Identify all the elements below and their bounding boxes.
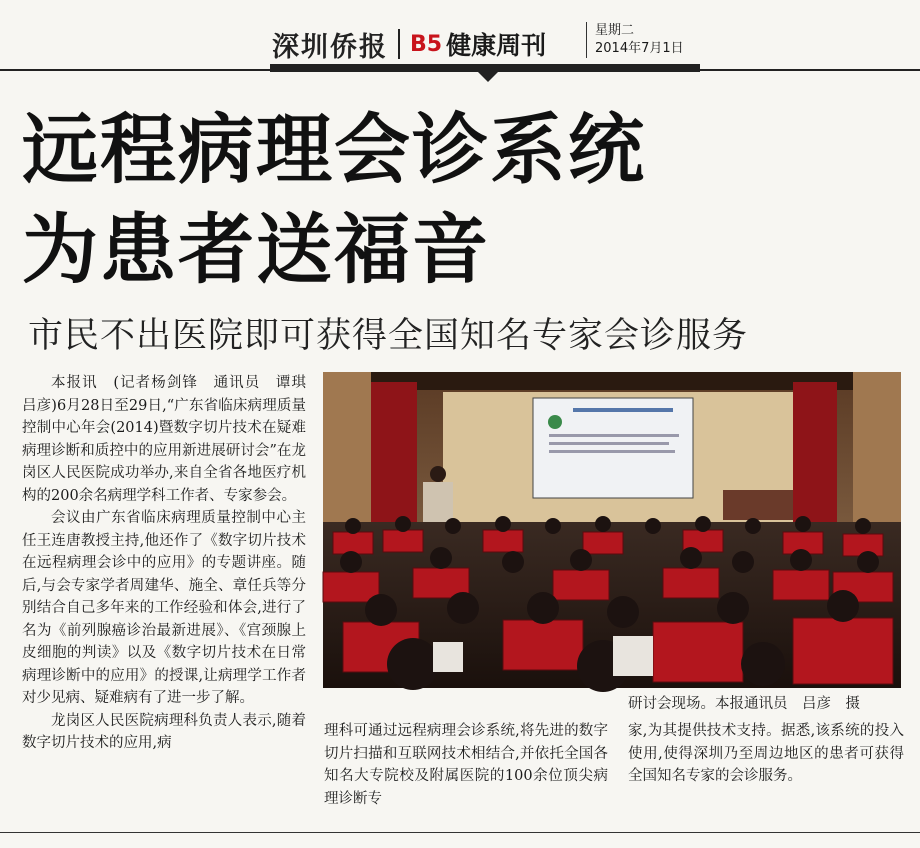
article-paragraph-5: 家,为其提供技术支持。据悉,该系统的投入使用,使得深圳乃至周边地区的患者可获得全国知名专家的会诊服务。 [628,723,904,784]
article-column-right [628,720,904,788]
section-name: 健康周刊 [446,31,547,60]
article-paragraph-1: 本报讯 (记者杨剑锋 通讯员 谭琪 吕彦)6月28日至29日,“广东省临床病理质量控制中心年会(2014)暨数字切片技术在疑难病理诊断和质控中的应用新进展研讨会”在龙岗区人民医院成功举办,来自全省各地医疗机构的200余名病理学科工作者、专家参会。 [22,375,321,504]
issue-date-text: 2014年7月1日 [595,41,684,56]
issue-weekday: 星期二 [595,23,635,38]
photo-caption: 研讨会现场。本报通讯员 吕彦 摄 [628,696,860,712]
conference-photo [323,372,901,688]
page-bottom-rule [0,832,920,833]
masthead-arrow-icon [476,70,500,82]
conference-photo-image [323,372,901,688]
masthead [0,0,920,76]
masthead-divider [398,29,400,59]
article-column-left [22,372,321,812]
headline-line-2: 为患者送福音 [22,205,490,294]
page-code: B5 [410,31,443,57]
article-paragraph-3: 龙岗区人民医院病理科负责人表示,随着数字切片技术的应用,病 [22,712,306,751]
article-paragraph-2: 会议由广东省临床病理质量控制中心主任王连唐教授主持,他还作了《数字切片技术在远程病理会诊中的应用》的专题讲座。随后,与会专家学者周建华、施全、章任兵等分别结合自己多年来的工作经验和体会,进行了名为《前列腺癌诊治最新进展》、《宫颈腺上皮细胞的判读》以及《数字切片技术在日常病理诊断中的应用》的授课,让病理学工作者对少见病、疑难病有了进一步了解。 [22,510,306,706]
paper-name: 深圳侨报 [272,31,388,63]
masthead-center [272,22,546,66]
article-column-middle [324,720,608,810]
article-paragraph-4: 理科可通过远程病理会诊系统,将先进的数字切片扫描和互联网技术相结合,并依托全国各知名大专院校及附属医院的100余位顶尖病理诊断专 [324,723,608,807]
headline-line-1: 远程病理会诊系统 [22,105,646,194]
issue-date [586,22,684,58]
subheadline: 市民不出医院即可获得全国知名专家会诊服务 [28,316,749,356]
headline [22,100,902,300]
